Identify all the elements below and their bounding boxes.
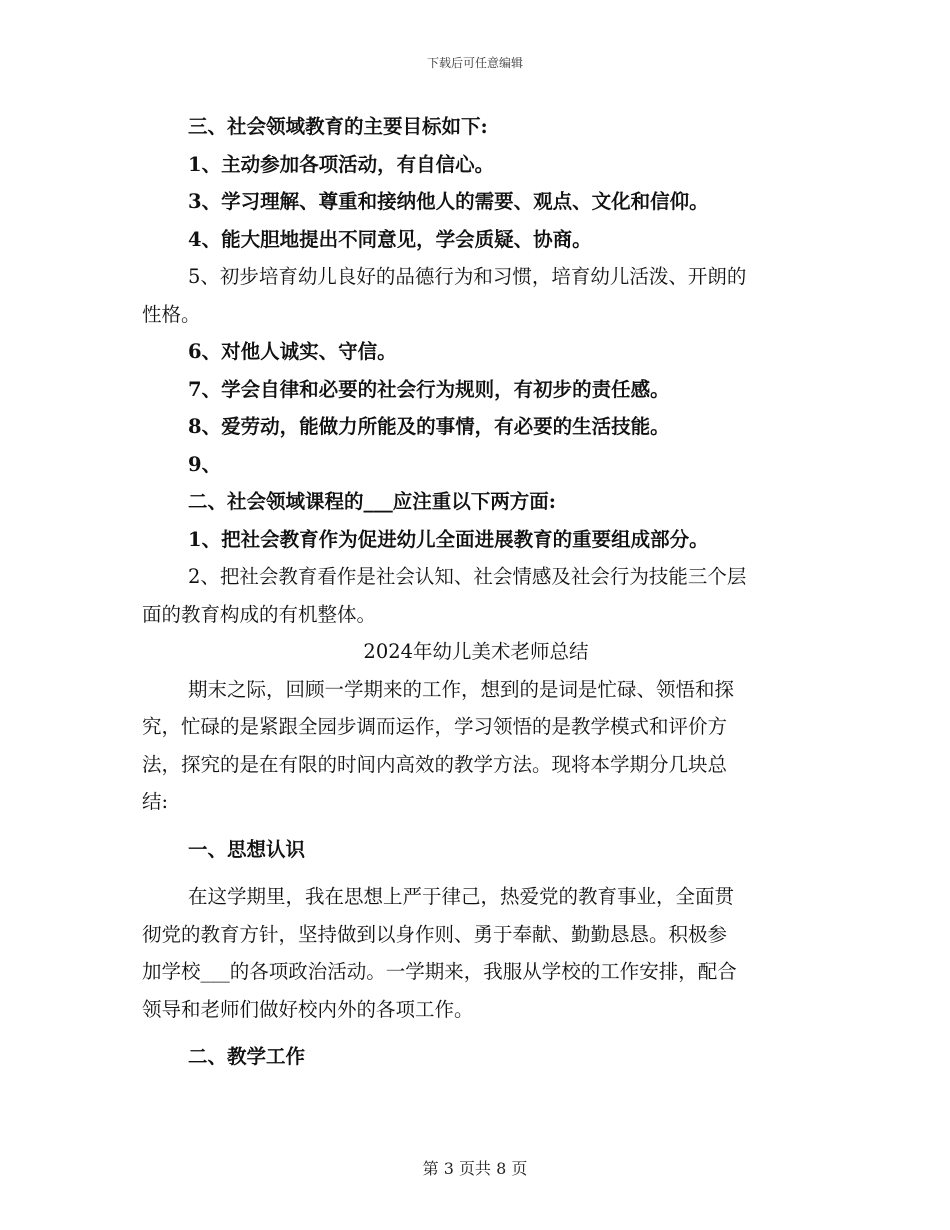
goal-item-8: 8、爱劳动，能做力所能及的事情，有必要的生活技能。 [188,415,670,438]
curriculum-item-2-line-2: 面的教育构成的有机整体。 [142,602,377,626]
thought-paragraph-line-1: 在这学期里，我在思想上严于律己，热爱党的教育事业，全面贯 [188,885,735,908]
document-body [142,108,810,1076]
goal-item-9: 9、 [188,452,222,476]
page-header: 下载后可任意编辑 [426,56,523,70]
goal-item-3: 3、学习理解、尊重和接纳他人的需要、观点、文化和信仰。 [188,190,709,213]
intro-paragraph-line-1: 期末之际，回顾一学期来的工作，想到的是词是忙碌、领悟和探 [188,677,735,701]
goal-item-5-line-1: 5、初步培育幼儿良好的品德行为和习惯，培育幼儿活泼、开朗的 [188,265,747,288]
intro-paragraph-line-4: 结: [142,790,169,813]
goal-item-7: 7、学会自律和必要的社会行为规则，有初步的责任感。 [188,377,670,401]
goal-item-1: 1、主动参加各项活动，有自信心。 [188,152,495,176]
section-heading-teaching: 二、教学工作 [188,1045,306,1068]
thought-paragraph-line-2: 彻党的教育方针，坚持做到以身作则、勇于奉献、勤勤恳恳。积极参 [142,922,728,946]
thought-paragraph-line-3: 加学校___的各项政治活动。一学期来，我服从学校的工作安排，配合 [142,960,737,983]
goal-item-6: 6、对他人诚实、守信。 [188,340,397,363]
intro-paragraph-line-3: 法，探究的是在有限的时间内高效的教学方法。现将本学期分几块总 [142,752,728,776]
curriculum-item-2-line-1: 2、把社会教育看作是社会认知、社会情感及社会行为技能三个层 [188,565,747,588]
intro-paragraph-line-2: 究，忙碌的是紧跟全园步调而运作，学习领悟的是教学模式和评价方 [142,715,728,738]
page-footer: 第 3 页共 8 页 [422,1159,528,1178]
goal-item-4: 4、能大胆地提出不同意见，学会质疑、协商。 [188,227,592,251]
document-title: 2024年幼儿美术老师总结 [363,640,589,663]
section-heading-thought: 一、思想认识 [188,837,306,861]
section-heading-curriculum: 二、社会领域课程的___应注重以下两方面: [188,490,556,513]
curriculum-item-1: 1、把社会教育作为促进幼儿全面进展教育的重要组成部分。 [188,527,709,551]
section-heading-social-goals: 三、社会领域教育的主要目标如下: [188,115,488,138]
goal-item-5-line-2: 性格。 [142,302,201,326]
thought-paragraph-line-4: 领导和老师们做好校内外的各项工作。 [142,997,474,1021]
